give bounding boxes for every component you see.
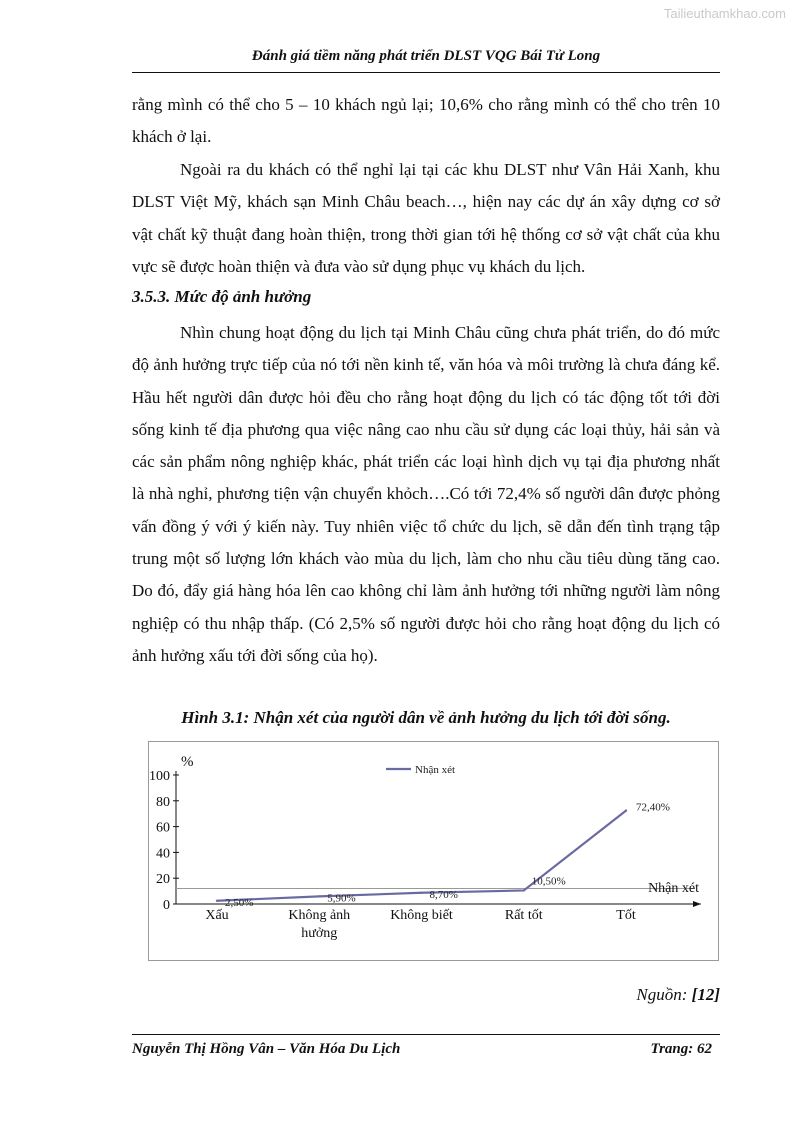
paragraph-2: Ngoài ra du khách có thể nghỉ lại tại các khu DLST như Vân Hải Xanh, khu DLST Việt Mỹ, khách sạn Minh Châu beach…, hiện nay các dự án xây dựng cơ sở vật chất kỹ thuật đang hoàn thiện, trong thời gian tới hệ thống cơ sở vật chất của khu vực sẽ được hoàn thiện và đưa vào sử dụng phục vụ khách du lịch. [132, 160, 720, 276]
x-tick-label: hưởng [301, 926, 338, 941]
y-tick-label: 80 [156, 794, 170, 810]
x-tick-label: Không ảnh [288, 908, 351, 923]
data-point [216, 900, 218, 902]
footer-author: Nguyễn Thị Hồng Vân – Văn Hóa Du Lịch [132, 1041, 401, 1057]
data-label: 2,50% [225, 896, 254, 909]
y-tick-label: 60 [156, 820, 170, 836]
y-tick-label: 20 [156, 872, 170, 888]
section-heading: 3.5.3. Mức độ ảnh hưởng [132, 287, 312, 306]
data-label: 72,40% [636, 801, 670, 814]
source-note [636, 985, 720, 1005]
paragraph-3: Nhìn chung hoạt động du lịch tại Minh Châu cũng chưa phát triển, do đó mức độ ảnh hưởng trực tiếp của nó tới nền kinh tế, văn hóa và môi trường là chưa đáng kể. Hầu hết người dân được hỏi đều cho rằng hoạt động du lịch có tác động tốt tới đời sống kinh tế địa phương qua việc nâng cao nhu cầu sử dụng các loại thủy, hải sản và các sản phẩm nông nghiệp khác, phát triển các loại hình dịch vụ tại địa phương nhất là nhà nghỉ, phương tiện vận chuyển khỏch….Có tới 72,4% số người dân được phỏng vấn đồng ý với ý kiến này. Tuy nhiên việc tổ chức du lịch, sẽ dẫn đến tình trạng tập trung một số lượng lớn khách vào mùa du lịch, làm cho nhu cầu tiêu dùng tăng cao. Do đó, đẩy giá hàng hóa lên cao không chỉ làm ảnh hưởng tới những người làm nông nghiệp có thu nhập thấp. (Có 2,5% số người được hỏi cho rằng hoạt động du lịch có ảnh hưởng xấu tới đời sống của họ). [132, 323, 720, 665]
chart-svg [149, 742, 718, 960]
data-label: 8,70% [429, 888, 458, 901]
x-tick-label: Tốt [616, 908, 636, 923]
y-axis-title: % [181, 754, 194, 770]
data-point [420, 892, 422, 894]
line-chart [148, 741, 719, 961]
y-tick-label: 100 [149, 769, 170, 784]
header-rule [132, 72, 720, 73]
x-axis-title: Nhận xét [648, 881, 699, 896]
source-label: Nguồn: [636, 985, 688, 1004]
x-axis-arrow [693, 901, 701, 907]
y-tick-label: 0 [163, 898, 170, 913]
footer-page: Trang: 62 [650, 1041, 712, 1057]
data-point [318, 895, 320, 897]
figure-caption: Hình 3.1: Nhận xét của người dân về ảnh hưởng du lịch tới đời sống. [181, 708, 671, 727]
data-point [523, 889, 525, 891]
running-header: Đánh giá tiềm năng phát triển DLST VQG Bái Tử Long [251, 48, 601, 64]
source-ref: [12] [691, 985, 720, 1004]
paragraph-1: rằng mình có thể cho 5 – 10 khách ngủ lại; 10,6% cho rằng mình có thể cho trên 10 khách ở lại. [132, 95, 720, 147]
x-tick-label: Rất tốt [504, 908, 543, 923]
x-tick-label: Không biết [390, 908, 453, 923]
footer-rule [132, 1034, 720, 1035]
y-tick-label: 40 [156, 846, 170, 862]
watermark-text: Tailieuthamkhao.com [663, 6, 786, 21]
legend-label: Nhận xét [415, 764, 456, 776]
data-label: 5,90% [327, 892, 356, 905]
x-tick-label: Xấu [205, 908, 229, 923]
data-point [625, 809, 627, 811]
data-label: 10,50% [531, 875, 566, 888]
